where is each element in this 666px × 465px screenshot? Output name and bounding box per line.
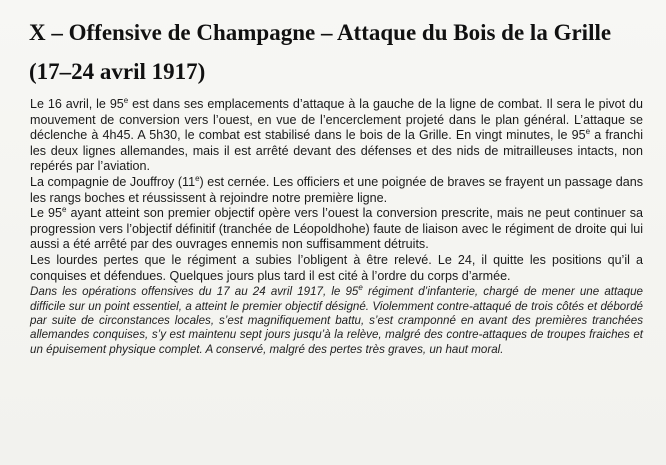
chapter-title <box>29 18 649 87</box>
citation-text: Dans les opérations offensives du 17 au 24 avril 1917, le 95e régiment d’infanterie, chargé de mener une attaque difficile sur un point essentiel, a atteint le premier objectif désigné. Violemment contre-attaqué de trois côtés et débordé par suite de circonstances locales, s’est magnifiquement battu, s’est cramponné en avant des premières tranchées allemandes conquises, s’y est maintenu sept jours jusqu’à la relève, malgré des contre-attaques de troupes fraiches et un épuisement physique complet. A conservé, malgré des pertes très graves, un haut moral. <box>30 283 644 356</box>
paragraph-attack-start: Le 16 avril, le 95e est dans ses emplacements d’attaque à la gauche de la ligne de combat. Il sera le pivot du mouvement de conversion vers l’ouest, en vue de l’encerclement projeté dans le plan général. L’attaque se déclenche à 4h45. A 5h30, le combat est stabilisé dans le bois de la Grille. En vingt minutes, le 95e a franchi les deux lignes allemandes, mais il est arrêté devant des défenses et des nids de mitrailleuses intacts, non repérés par l’aviation. <box>30 96 644 174</box>
chapter-title-dates: (17–24 avril 1917) <box>29 59 206 84</box>
paragraph-conversion: Le 95e ayant atteint son premier objectif opère vers l’ouest la conversion prescrite, mais ne peut continuer sa progression vers l’objectif définitif (tranchée de Léopoldhohe) faute de liaison avec le régiment de droite qui lui aussi a été arrêté par des ouvrages ennemis non suffisamment détruits. <box>30 205 643 252</box>
chapter-body <box>30 97 643 357</box>
paragraph-relief: Les lourdes pertes que le régiment a subies l’obligent à être relevé. Le 24, il quitte les positions qu’il a conquises et défendues. Quelques jours plus tard il est cité à l’ordre du corps d’armée. <box>30 252 643 283</box>
chapter-title-line1: X – Offensive de Champagne – Attaque du Bois de la Grille <box>29 20 612 45</box>
paragraph-company-surrounded: La compagnie de Jouffroy (11e) est cernée. Les officiers et une poignée de braves se frayent un passage dans les rangs boches et réussissent à rejoindre notre première ligne. <box>30 173 643 205</box>
